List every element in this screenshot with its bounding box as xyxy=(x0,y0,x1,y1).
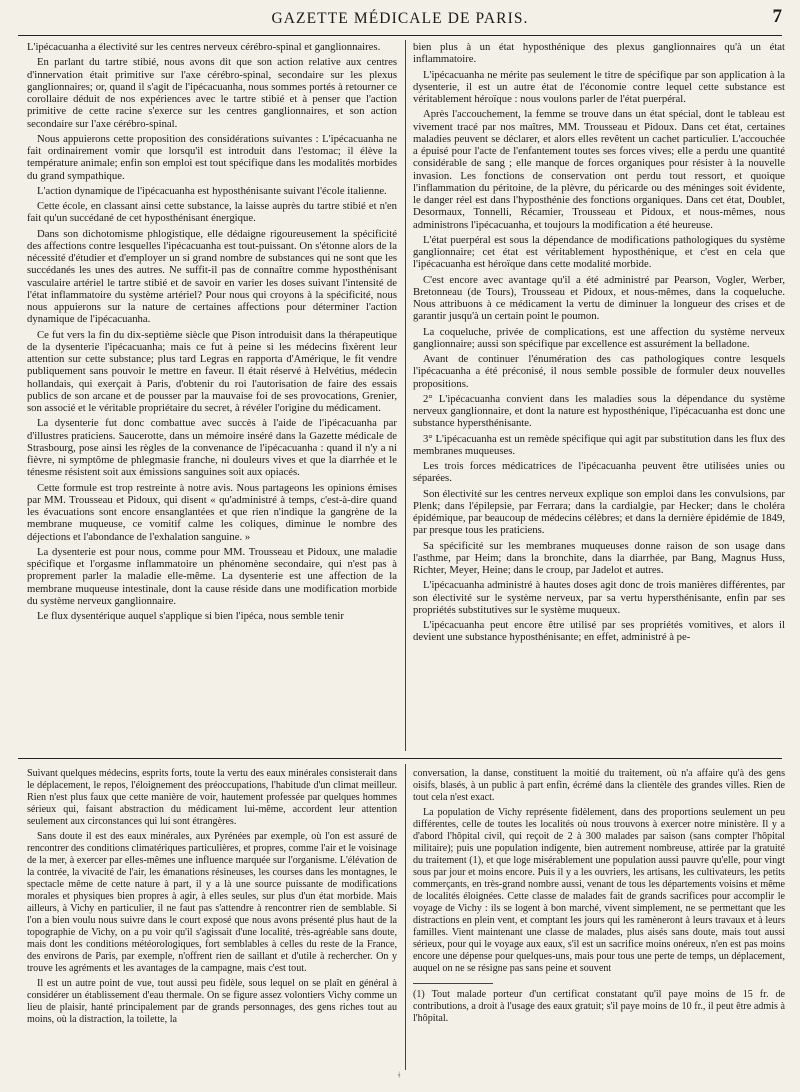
paragraph: Sans doute il est des eaux minérales, aux Pyrénées par exemple, où l'on est assuré de rencontrer des conditions climatériques particulières, et propres, comme l'air et le voisinage de la mer, à exercer par elles-mêmes une influence marquée sur l'organisme. L'élévation de la contrée, la vivacité de l'air, les émanations résineuses, les courses dans les montagnes, le spectacle même de cette nature à part, il y a là une source puissante de modifications morales et physiques bien propres à agir, à elles seules, sur plus d'un état morbide. Mais ailleurs, à Vichy en particulier, il ne faut pas s'attendre à rencontrer rien de semblable. Si l'on a bien voulu nous suivre dans le court exposé que nous avons présenté plus haut de la topographie de Vichy, on a pu voir qu'il s'agissait d'une localité, très-agréable sans doute, mais dont les conditions météorologiques, fort semblables à celles du reste de la France, des environs de Paris, par exemple, n'offrent rien de saillant et d'utile à rechercher. On y trouve les agréments et les avantages de la campagne, mais c'est tout. xyxy=(27,831,397,974)
bottom-column-divider xyxy=(405,764,406,1070)
paragraph: Dans son dichotomisme phlogistique, elle dédaigne rigoureusement la spécificité des affections contre lesquelles l'ipécacuanha est tout-puissant. On s'étonne alors de la nécessité d'étudier et d'employer un si grand nombre de substances qui ne sont que les succédanés les unes des autres. Ne suffit-il pas de connaître comme hyposthénisant vasculaire artériel le tartre stibié et de savoir en varier les doses suivant l'intensité de l'état inflammatoire du système artériel? Pour nous qui croyons à la spécificité, nous nous appuierons sur la nature de certaines affections pour déterminer l'action dynamique de l'ipécacuanha. xyxy=(27,227,397,326)
paragraph: Avant de continuer l'énumération des cas pathologiques contre lesquels l'ipécacuanha a été préconisé, il nous semble possible de formuler deux nouvelles propositions. xyxy=(413,353,785,390)
paragraph: Cette école, en classant ainsi cette substance, la laisse auprès du tartre stibié et n'en fait qu'un succédané de cet hyposthénisant énergique. xyxy=(27,200,397,225)
paragraph: conversation, la danse, constituent la moitié du traitement, où n'a affaire qu'à des gens oisifs, blasés, à un public à part enfin, écrémé dans la clientèle des grandes villes. Rien de tout cela n'est exact. xyxy=(413,768,785,803)
paragraph: Suivant quelques médecins, esprits forts, toute la vertu des eaux minérales consisterait dans le déplacement, le repos, l'éloignement des préoccupations, l'habitude d'un climat meilleur. Rien n'est plus faux que cette manière de voir, hautement professée par quelques hommes sérieux qui, faisant abstraction du médicament lui-même, accordent leur attention seulement aux circonstances qui lui sont étrangères. xyxy=(27,768,397,827)
journal-title: GAZETTE MÉDICALE DE PARIS. xyxy=(271,10,529,27)
paragraph: Le flux dysentérique auquel s'applique si bien l'ipéca, nous semble tenir xyxy=(37,610,344,622)
top-column-divider xyxy=(405,40,406,751)
header-rule xyxy=(18,35,782,36)
paragraph: L'ipécacuanha administré à hautes doses agit donc de trois manières différentes, par son électivité sur le système nerveux, par sa vertu hypersthénisante, enfin par ses propriétés substitutives sur le système muqueux. xyxy=(413,579,785,616)
paragraph: Après l'accouchement, la femme se trouve dans un état spécial, dont le tableau est vivement tracé par nos maîtres, MM. Trousseau et Pidoux. Dans cet état, certaines maladies peuvent se déclarer, et alors elles revêtent un cachet particulier. L'accouchée a épuisé pour l'acte de l'enfantement toutes ses forces vives; elle a perdu une quantité considérable de sang ; elle manque de forces organiques pour résister à la nouvelle invasion. Les fonctions de conservation ont perdu tout ressort, et quoique l'inflammation du péritoine, de la plèvre, du péricarde ou des méninges soit évidente, le danger réel est dans l'hyposthénie des fonctions organiques. Dans cet état, Doublet, Desormaux, Tonnelli, Récamier, Trousseau et Pidoux, et nous-mêmes, nous administrons l'ipécacuanha, et toujours la modification a été heureuse. xyxy=(413,108,785,231)
top-right-column xyxy=(413,41,785,751)
paragraph: L'ipécacuanha peut encore être utilisé par ses propriétés vomitives, et alors il devient une substance hyposthénisante; en effet, administré à pe- xyxy=(413,619,785,644)
paragraph: Les trois forces médicatrices de l'ipécacuanha peuvent être utilisées unies ou séparées. xyxy=(413,460,785,485)
paragraph: La dysenterie est pour nous, comme pour MM. Trousseau et Pidoux, une maladie spécifique et l'orgasme inflammatoire un phénomène secondaire, qui n'est pas à proprement parler la maladie elle-même. La dysenterie est une affection de la membrane muqueuse intestinale, dont la cause réside dans une modification morbide du système nerveux ganglionnaire. xyxy=(27,545,397,607)
paragraph: L'ipécacuanha ne mérite pas seulement le titre de spécifique par son application à la dysenterie, il est un autre état de l'économie contre lequel cette substance est véritablement héroïque : nous voulons parler de l'état puerpéral. xyxy=(413,68,785,105)
paragraph: Ce fut vers la fin du dix-septième siècle que Pison introduisit dans la thérapeutique de la dysenterie l'ipécacuanha; mais ce fut à peine si les médecins fixèrent leur attention sur cette substance; plus tard Legras en rapporta d'Amérique, le fit vendre publiquement sans pouvoir le mettre en faveur. Il était réservé à Helvétius, médecin hollandais, qui exerçait à Paris, d'obtenir du roi l'autorisation de faire des essais publics de son arcane et de pousser par la mauvaise foi de ses provocations, Grenier, son associé et le véritable propriétaire du secret, à révéler l'origine du médicament. xyxy=(27,328,397,414)
paragraph: L'action dynamique de l'ipécacuanha est hyposthénisante suivant l'école italienne. xyxy=(37,184,387,197)
paragraph: La dysenterie fut donc combattue avec succès à l'aide de l'ipécacuanha par d'illustres praticiens. Saucerotte, dans un mémoire inséré dans la Gazette médicale de Strasbourg, pose ainsi les règles de la convenance de l'ipécacuanha : quand il n'y a ni fièvre, ni symptôme de phlegmasie franche, ni douleurs vives et que la diarrhée et le ténesme résistent soit aux émissions sanguines soit aux opiacés. xyxy=(27,417,397,479)
paragraph: L'état puerpéral est sous la dépendance de modifications pathologiques du système ganglionnaire; cet état est véritablement hyposthénique, et c'est en cela que l'ipécacuanha est héroïque dans cette modalité morbide. xyxy=(413,233,785,271)
paragraph: 2° L'ipécacuanha convient dans les maladies sous la dépendance du système nerveux ganglionnaire, et dont la nature est hyposthénique, l'ipécacuanha est donc une substance hypersthénisante. xyxy=(413,392,785,430)
footnote-text: (1) Tout malade porteur d'un certificat constatant qu'il paye moins de 15 fr. de contributions, a droit à l'usage des eaux gratuit; s'il paye moins de 10 fr., il peut être admis à l'hôpital. xyxy=(413,989,785,1024)
paragraph: Sa spécificité sur les membranes muqueuses donne raison de son usage dans l'asthme, par Heim; dans la bronchite, dans la diarrhée, par Bang, Magnus Huss, Richter, Meyer, Heine; dans le croup, par Jadelot et autres. xyxy=(413,539,785,576)
paragraph: La coqueluche, privée de complications, est une affection du système nerveux ganglionnaire; aussi son spécifique par excellence est assurément la belladone. xyxy=(413,325,785,350)
footnote-rule xyxy=(413,983,493,984)
running-header xyxy=(18,0,782,34)
paragraph: Cette formule est trop restreinte à notre avis. Nous partageons les opinions émises par MM. Trousseau et Pidoux, qui disent « qu'administré à temps, c'est-à-dire quand les évacuations sont encore ensanglantées et que rien n'indique la gangrène de la membrane muqueuse, ce vomitif calme les coliques, diminue le nombre des déjections et l'abondance de l'exhalation sanguine. » xyxy=(27,481,397,543)
bottom-right-column xyxy=(413,768,785,1078)
bottom-left-column xyxy=(27,768,397,1068)
page-number: 7 xyxy=(772,6,782,27)
paragraph: Nous appuierons cette proposition des considérations suivantes : L'ipécacuanha ne fait ordinairement vomir que lorsqu'il est introduit dans l'estomac; il élève la température animale; enfin son emploi est tout spécifique dans les modalités morbides du grand sympathique. xyxy=(27,132,397,182)
bottom-right-paragraphs xyxy=(413,768,785,975)
paragraph: La population de Vichy représente fidèlement, dans des proportions seulement un peu différentes, celle de toutes les localités où nous trouvons à exercer notre ministère. Il y a d'abord l'hôpital civil, qui reçoit de 2 à 300 malades par saison (sans compter l'hôpital militaire); puis une population indigente, bien autrement nombreuse, attirée par la gratuité du traitement (1), et que loge misérablement une population aussi pauvre qu'elle, pour vingt sous par jour et moins encore. Puis il y a les ouvriers, les artisans, les cultivateurs, les petits commerçants, en très-grand nombre aussi, venant de tous les départements voisins et même de localités éloignées. Cette classe de malades fait de grands sacrifices pour accomplir le voyage de Vichy : ils se logent à bon marché, vivent simplement, ne se permettant que les distractions en plein vent, et comptant les jours qui les ramèneront à leurs travaux et à leurs familles. Vient maintenant une classe de malades, plus aisés sans doute, mais tout aussi sérieux, pour qui le voyage aux eaux, s'il est un sacrifice moins onéreux, n'en est pas moins encore une dépense pour quelques-uns, mais pour tous une perte de temps, un déplacement, auquel on ne se résigne pas sans peine et souvent xyxy=(413,807,785,974)
paragraph: bien plus à un état hyposthénique des plexus ganglionnaires qu'à un état inflammatoire. xyxy=(413,41,785,66)
section-divider xyxy=(18,758,782,759)
paragraph: Il est un autre point de vue, tout aussi peu fidèle, sous lequel on se plaît en général à considérer un établissement d'eau thermale. On se figure assez volontiers Vichy comme un lieu de plaisir, hanté principalement par de grands personnages, des gens riches tout au moins, où la distraction, la toilette, la xyxy=(27,978,397,1025)
folio-mark: ǂ xyxy=(398,1070,401,1080)
paragraph: 3° L'ipécacuanha est un remède spécifique qui agit par substitution dans les flux des membranes muqueuses. xyxy=(413,432,785,457)
paragraph: L'ipécacuanha a électivité sur les centres nerveux cérébro-spinal et ganglionnaires. xyxy=(27,41,381,53)
top-left-column xyxy=(27,41,397,751)
footnote xyxy=(413,989,785,1025)
paragraph: Son électivité sur les centres nerveux explique son emploi dans les convulsions, par Plenk; dans l'épilepsie, par Ferrara; dans la cardialgie, par Hecker; dans le choléra épidémique, par beaucoup de médecins célèbres; et dans la dernière épidémie de 1849, par presque tous les praticiens. xyxy=(413,487,785,537)
paragraph: En parlant du tartre stibié, nous avons dit que son action relative aux centres d'innervation était primitive sur l'axe cérébro-spinal, secondaire sur les plexus ganglionnaires; or, quand il s'agit de l'ipécacuanha, nous sommes portés à retourner ce corollaire déduit de nos expériences avec le tartre stibié et à penser que l'action primitive de cette racine s'exerce sur les centres ganglionnaires, et son action secondaire sur l'axe cérébro-spinal. xyxy=(27,56,397,130)
paragraph: C'est encore avec avantage qu'il a été administré par Pearson, Vogler, Werber, Bretonneau (de Tours), Trousseau et Pidoux, et nous-mêmes, dans la coqueluche. Nous attribuons à ce médicament la vertu de diminuer la longueur des crises et de garantir jusqu'à un certain point le poumon. xyxy=(413,273,785,323)
